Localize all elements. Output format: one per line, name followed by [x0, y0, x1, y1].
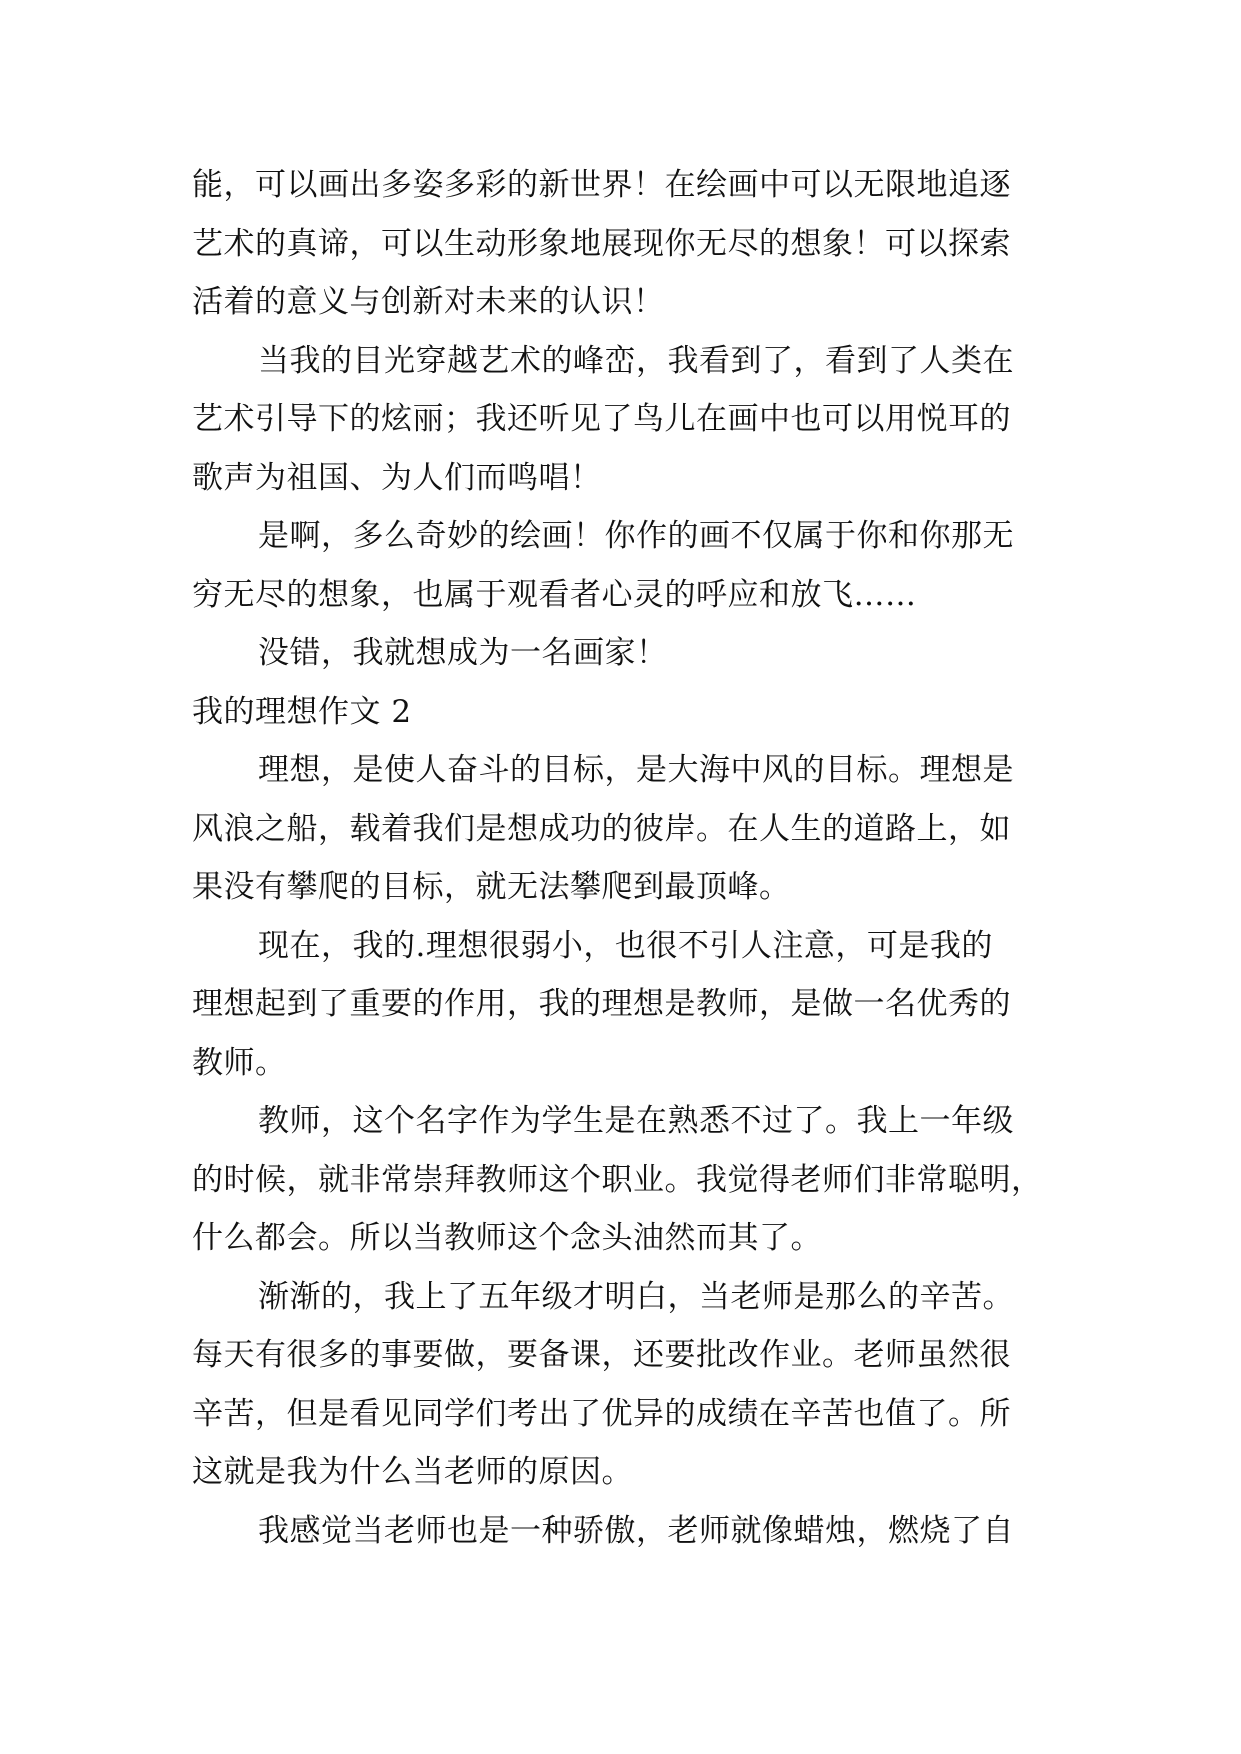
- section-heading: 我的理想作文 2: [192, 693, 412, 730]
- text-line: 活着的意义与创新对未来的认识！: [192, 284, 665, 320]
- text-line: 风浪之船，载着我们是想成功的彼岸。在人生的道路上，如: [192, 810, 1011, 847]
- text-line: 是啊，多么奇妙的绘画！你作的画不仅属于你和你那无: [258, 518, 1014, 554]
- text-line: 教师，这个名字作为学生是在熟悉不过了。我上一年级: [258, 1103, 1014, 1139]
- text-line: 歌声为祖国、为人们而鸣唱！: [192, 459, 602, 496]
- text-line: 辛苦，但是看见同学们考出了优异的成绩在辛苦也值了。所: [192, 1395, 1011, 1432]
- text-line: 艺术引导下的炫丽；我还听见了鸟儿在画中也可以用悦耳的: [192, 401, 1011, 437]
- text-line: 我感觉当老师也是一种骄傲，老师就像蜡烛，燃烧了自: [258, 1512, 1014, 1549]
- text-line: 教师。: [192, 1044, 287, 1081]
- text-line: 每天有很多的事要做，要备课，还要批改作业。老师虽然很: [192, 1337, 1011, 1373]
- text-line: 理想起到了重要的作用，我的理想是教师，是做一名优秀的: [192, 986, 1011, 1022]
- text-line: 渐渐的，我上了五年级才明白，当老师是那么的辛苦。: [258, 1278, 1014, 1315]
- text-line: 穷无尽的想象，也属于观看者心灵的呼应和放飞……: [192, 576, 917, 613]
- document-body: [192, 156, 1072, 1560]
- text-line: 没错，我就想成为一名画家！: [258, 635, 668, 671]
- text-line: 这就是我为什么当老师的原因。: [192, 1454, 633, 1490]
- text-line: 什么都会。所以当教师这个念头油然而其了。: [192, 1220, 822, 1256]
- text-line: 现在，我的.理想很弱小，也很不引人注意，可是我的: [258, 927, 993, 964]
- text-line: 理想，是使人奋斗的目标，是大海中风的目标。理想是: [258, 752, 1014, 788]
- text-line: 能，可以画出多姿多彩的新世界！在绘画中可以无限地追逐: [192, 167, 1011, 203]
- text-line: 的时候，就非常崇拜教师这个职业。我觉得老师们非常聪明，: [192, 1161, 1043, 1198]
- text-line: 当我的目光穿越艺术的峰峦，我看到了，看到了人类在: [258, 342, 1014, 379]
- text-line: 艺术的真谛，可以生动形象地展现你无尽的想象！可以探索: [192, 225, 1011, 262]
- text-line: 果没有攀爬的目标，就无法攀爬到最顶峰。: [192, 869, 791, 905]
